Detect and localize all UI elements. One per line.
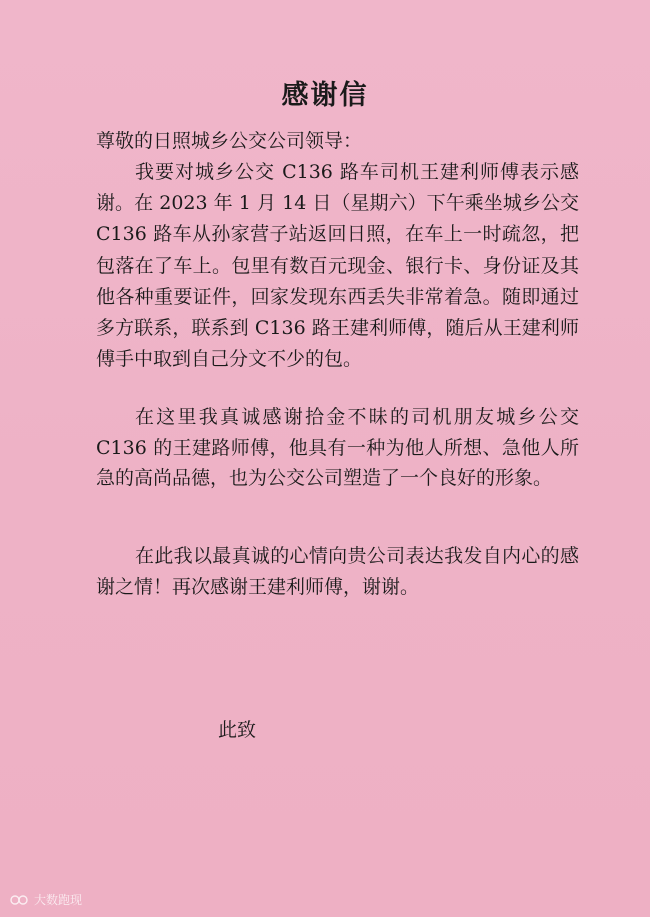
letter-paragraph-1: 我要对城乡公交 C136 路车司机王建利师傅表示感谢。在 2023 年 1 月 14 日（星期六）下午乘坐城乡公交 C136 路车从孙家营子站返回日照，在车上一时疏忽，把包落在了车上。包里有数百元现金、银行卡、身份证及其他各种重要证件，回家发现东西丢失非常着急。随即通过多方联系，联系到 C136 路王建利师傅，随后从王建利师傅手中取到自己分文不少的包。	[96, 161, 579, 371]
sohu-logo-icon	[10, 893, 30, 907]
letter-salutation: 尊敬的日照城乡公交公司领导：	[96, 130, 363, 152]
watermark-text: 大数跑现	[34, 893, 83, 907]
letter-paragraph-2: 在这里我真诚感谢拾金不昧的司机朋友城乡公交 C136 的王建路师傅，他具有一种为他人所想、急他人所急的高尚品德，也为公交公司塑造了一个良好的形象。	[96, 406, 579, 489]
letter-paragraph-3: 在此我以最真诚的心情向贵公司表达我发自内心的感谢之情！再次感谢王建利师傅，谢谢。	[96, 545, 579, 598]
letter-title: 感谢信	[281, 80, 369, 111]
watermark	[10, 891, 82, 908]
letter-closing: 此致	[218, 719, 257, 741]
